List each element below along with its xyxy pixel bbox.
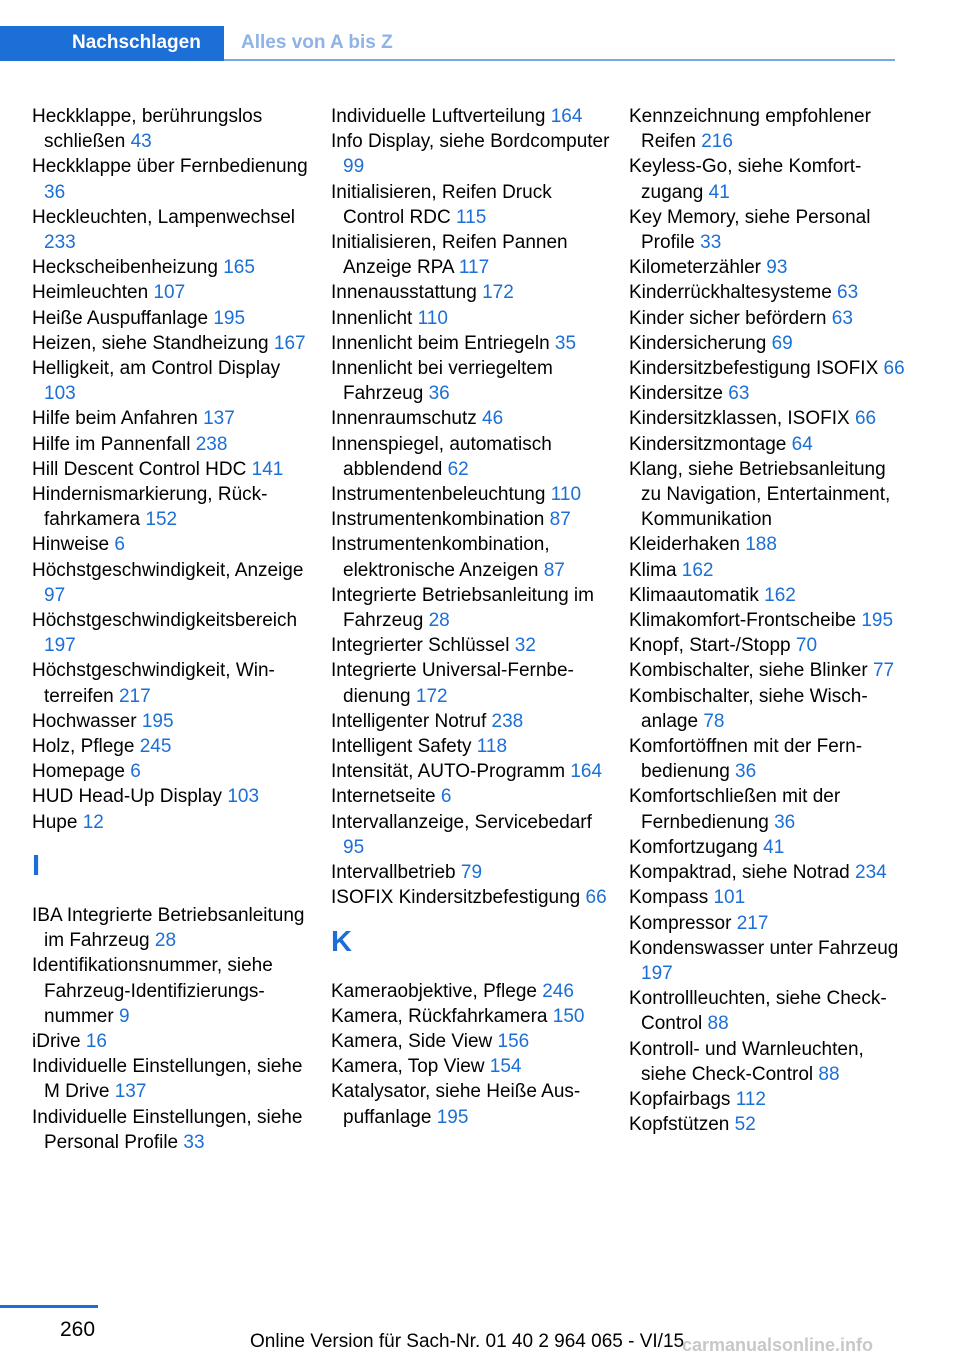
- index-entry-text: Hochwasser: [32, 710, 137, 732]
- index-entry-text: Info Display, siehe Bordcomputer: [331, 131, 610, 153]
- index-entry-text: Kombischalter, siehe Blinker: [629, 660, 868, 682]
- index-entry: [331, 331, 611, 356]
- index-entry-text: Hilfe beim Anfahren: [32, 408, 198, 430]
- index-entry-text: Hindernismarkierung, Rückfahrkamera: [32, 484, 268, 531]
- index-entry: [331, 583, 611, 633]
- index-entry: [32, 255, 312, 280]
- index-entry: [629, 1037, 909, 1087]
- page-link[interactable]: 216: [701, 131, 733, 153]
- index-entry-text: Intelligenter Notruf: [331, 710, 487, 732]
- index-entry: [32, 432, 312, 457]
- index-entry-text: Individuelle Einstellungen, siehe M Drive: [32, 1056, 303, 1103]
- index-entry: [32, 558, 312, 608]
- index-entry: [32, 457, 312, 482]
- page-link[interactable]: 6: [440, 786, 452, 808]
- page-link[interactable]: 66: [585, 887, 607, 909]
- page-link[interactable]: 64: [791, 433, 813, 455]
- index-entry: [32, 903, 312, 953]
- tab-alles-von-a-bis-z[interactable]: Alles von A bis Z: [241, 32, 393, 53]
- index-entry-text: Klang, siehe Betriebsanleitung zu Navigation, Entertainment, Kommunikation: [629, 458, 891, 531]
- page-link[interactable]: 88: [707, 1013, 729, 1035]
- index-entry: [629, 583, 909, 608]
- page-link[interactable]: 52: [734, 1114, 756, 1136]
- page-link[interactable]: 117: [458, 257, 490, 279]
- index-entry-text: Hupe: [32, 811, 78, 833]
- index-entry: [629, 532, 909, 557]
- index-entry-text: Höchstgeschwindigkeit, Anzeige: [32, 559, 304, 581]
- index-entry: [331, 230, 611, 280]
- index-entry: [629, 381, 909, 406]
- index-entry: [32, 482, 312, 532]
- page-link[interactable]: 88: [818, 1063, 840, 1085]
- index-entry-text: Kopfstützen: [629, 1114, 730, 1136]
- page-link[interactable]: 233: [44, 232, 76, 254]
- index-entry-text: Kontrollleuchten, siehe Check-Control: [629, 988, 887, 1035]
- page-link[interactable]: 35: [554, 332, 577, 354]
- page-link[interactable]: 162: [764, 584, 796, 606]
- index-entry-text: Heiße Auspuffanlage: [32, 307, 209, 329]
- index-entry-text: Komfortzugang: [629, 836, 758, 858]
- index-entry-text: Innenspiegel, automatisch abblendend: [331, 433, 552, 480]
- index-column-1: [32, 104, 312, 1155]
- page-link[interactable]: 107: [153, 282, 186, 304]
- page-link[interactable]: 78: [703, 710, 725, 732]
- page-link[interactable]: 79: [460, 862, 483, 884]
- page-link[interactable]: 172: [415, 685, 448, 707]
- page-link[interactable]: 63: [728, 383, 750, 405]
- index-entry: [331, 885, 611, 910]
- page-link[interactable]: 66: [883, 358, 905, 380]
- index-entry-text: Kilometerzähler: [629, 257, 761, 279]
- index-entry-text: Kameraobjektive, Pflege: [331, 980, 537, 1002]
- index-entry: [629, 558, 909, 583]
- index-entry-text: Kontroll- und Warnleuchten, siehe Check-Control: [629, 1038, 864, 1085]
- index-entry-text: Instrumentenkombination: [331, 509, 545, 531]
- index-entry: [629, 356, 909, 381]
- page-link[interactable]: 36: [428, 383, 450, 405]
- tab-nachschlagen-label: Nachschlagen: [72, 32, 201, 53]
- index-entry-text: Instrumentenkombination, elektronische Anzeigen: [331, 534, 550, 581]
- page-link[interactable]: 69: [771, 332, 793, 354]
- index-entry: [629, 835, 909, 860]
- page-link[interactable]: 99: [343, 156, 365, 178]
- index-entry-text: Kennzeichnung empfohlener Reifen: [629, 106, 871, 153]
- index-entry-text: Klima: [629, 559, 677, 581]
- index-entry-text: Kamera, Side View: [331, 1030, 493, 1052]
- page-link[interactable]: 238: [195, 433, 228, 455]
- index-entry-text: Heckleuchten, Lampenwechsel: [32, 206, 295, 228]
- page-link[interactable]: 32: [514, 635, 536, 657]
- page-link[interactable]: 172: [482, 282, 514, 304]
- index-entry-text: Kinder sicher befördern: [629, 307, 827, 329]
- index-entry-text: Katalysator, siehe Heiße Auspuffanlage: [331, 1081, 581, 1128]
- index-entry-text: Komfortöffnen mit der Fernbedienung: [629, 736, 863, 783]
- index-entry: [331, 759, 611, 784]
- page-link[interactable]: 97: [44, 584, 66, 606]
- page-link[interactable]: 195: [436, 1106, 469, 1128]
- page-link[interactable]: 16: [85, 1030, 107, 1052]
- index-entry-text: Individuelle Luftverteilung: [331, 106, 546, 127]
- index-entry-text: Innenlicht: [331, 307, 413, 329]
- page-link[interactable]: 95: [343, 836, 365, 858]
- index-entry-text: Höchstgeschwindigkeit, Winterreifen: [32, 660, 275, 707]
- index-entry-text: Kamera, Top View: [331, 1056, 485, 1078]
- index-entry-text: Kopfairbags: [629, 1088, 731, 1110]
- index-entry: [629, 1112, 909, 1137]
- index-entry-text: Innenlicht bei verriegeltem Fahrzeug: [331, 358, 553, 405]
- page-link[interactable]: 93: [766, 257, 788, 279]
- page-link[interactable]: 118: [476, 736, 508, 758]
- index-entry: [331, 1054, 611, 1079]
- page-link[interactable]: 110: [550, 484, 582, 506]
- index-entry-text: Hilfe im Pannenfall: [32, 433, 191, 455]
- page-link[interactable]: 164: [550, 106, 583, 127]
- page-link[interactable]: 162: [681, 559, 714, 581]
- page-link[interactable]: 154: [489, 1056, 522, 1078]
- page-link[interactable]: 41: [763, 836, 785, 858]
- index-entry: [32, 406, 312, 431]
- index-column-3: [629, 104, 909, 1137]
- section-letter: I: [32, 849, 41, 882]
- index-entry: [331, 507, 611, 532]
- index-entry-text: Hinweise: [32, 534, 110, 556]
- index-entry-text: Intervallbetrieb: [331, 862, 456, 884]
- page-link[interactable]: 195: [213, 307, 246, 329]
- index-entry-text: Kinderrückhaltesysteme: [629, 282, 832, 304]
- index-entry: [629, 608, 909, 633]
- index-entry: [331, 306, 611, 331]
- page-link[interactable]: 197: [641, 962, 673, 984]
- index-column-2: [331, 104, 611, 1130]
- index-entry: [32, 709, 312, 734]
- page-link[interactable]: 152: [145, 509, 178, 531]
- index-entry: [331, 979, 611, 1004]
- index-entry-text: Komfortschließen mit der Fernbedienung: [629, 786, 841, 833]
- index-entry: [331, 280, 611, 305]
- index-entry: [331, 356, 611, 406]
- index-entry: [331, 129, 611, 179]
- index-entry: [629, 911, 909, 936]
- page-link[interactable]: 46: [482, 408, 504, 430]
- index-entry: [629, 406, 909, 431]
- index-entry-text: Kindersitzmontage: [629, 433, 787, 455]
- index-entry-text: Intervallanzeige, Servicebedarf: [331, 811, 592, 833]
- page-link[interactable]: 62: [447, 458, 469, 480]
- index-entry: [32, 953, 312, 1029]
- page-link[interactable]: 6: [130, 761, 141, 783]
- index-entry: [629, 154, 909, 204]
- page-link[interactable]: 137: [114, 1081, 147, 1103]
- index-entry-text: Klimaautomatik: [629, 584, 759, 606]
- index-entry-text: Heckklappe über Fernbedienung: [32, 156, 308, 178]
- header-divider: [224, 59, 895, 61]
- index-entry-text: Klimakomfort-Frontscheibe: [629, 610, 857, 632]
- section-letter: K: [331, 925, 352, 958]
- index-entry-text: Innenlicht beim Entriegeln: [331, 332, 550, 354]
- index-entry-text: Integrierte Universal-Fernbedienung: [331, 660, 574, 707]
- index-entry-text: Kleiderhaken: [629, 534, 740, 556]
- page-link[interactable]: 110: [417, 307, 448, 329]
- index-entry: [629, 684, 909, 734]
- index-entry-text: Kindersitzklassen, ISOFIX: [629, 408, 850, 430]
- index-entry: [629, 1087, 909, 1112]
- index-entry: [32, 784, 312, 809]
- page-link[interactable]: 150: [552, 1005, 585, 1027]
- page-link[interactable]: 66: [854, 408, 877, 430]
- page-link[interactable]: 41: [708, 181, 730, 203]
- index-entry: [32, 154, 312, 204]
- index-entry-text: Initialisieren, Reifen Pannen Anzeige RPA: [331, 232, 568, 279]
- index-entry: [32, 608, 312, 658]
- page-link[interactable]: 112: [735, 1088, 766, 1110]
- page-link[interactable]: 217: [118, 685, 151, 707]
- index-entry-text: Hill Descent Control HDC: [32, 458, 247, 480]
- page-link[interactable]: 245: [139, 736, 172, 758]
- index-entry-text: Kindersicherung: [629, 332, 767, 354]
- index-entry-text: Kindersitzbefestigung ISOFIX: [629, 358, 879, 380]
- page-link[interactable]: 63: [837, 282, 859, 304]
- index-entry: [32, 759, 312, 784]
- index-entry: [331, 104, 611, 129]
- index-entry-text: Knopf, Start-/Stopp: [629, 635, 791, 657]
- index-entry-text: Key Memory, siehe Personal Profile: [629, 206, 871, 254]
- index-entry-text: Heizen, siehe Standheizung: [32, 332, 269, 354]
- index-entry: [32, 356, 312, 406]
- index-entry-text: iDrive: [32, 1030, 81, 1052]
- page-link[interactable]: 36: [774, 811, 796, 833]
- index-entry-text: Homepage: [32, 761, 125, 783]
- page-link[interactable]: 70: [795, 635, 818, 657]
- index-entry: [331, 406, 611, 431]
- index-entry: [32, 1054, 312, 1104]
- index-entry-text: Kompass: [629, 887, 709, 909]
- page-link[interactable]: 234: [855, 862, 887, 884]
- page-link[interactable]: 28: [428, 610, 450, 632]
- index-entry: [629, 104, 909, 154]
- index-entry: [331, 180, 611, 230]
- index-entry: [331, 810, 611, 860]
- index-entry-text: IBA Integrierte Betriebsanleitung im Fahrzeug: [32, 904, 305, 952]
- index-entry-text: Intelligent Safety: [331, 736, 472, 758]
- index-entry-text: Helligkeit, am Control Display: [32, 358, 281, 380]
- page-link[interactable]: 195: [861, 610, 894, 632]
- index-entry: [629, 658, 909, 683]
- index-entry: [32, 532, 312, 557]
- page-link[interactable]: 33: [700, 232, 722, 254]
- index-entry: [331, 1079, 611, 1129]
- index-entry-text: HUD Head-Up Display: [32, 786, 223, 808]
- page-link[interactable]: 28: [154, 930, 177, 952]
- index-entry: [629, 331, 909, 356]
- footer-version-text: Online Version für Sach-Nr. 01 40 2 964 065 - VI/15: [250, 1331, 685, 1352]
- page-link[interactable]: 101: [713, 887, 746, 909]
- page-link[interactable]: 43: [130, 131, 152, 153]
- index-entry: [629, 205, 909, 255]
- index-entry: [629, 633, 909, 658]
- index-entry-text: Innenraumschutz: [331, 408, 477, 430]
- page-link[interactable]: 77: [872, 660, 895, 682]
- index-entry: [32, 331, 312, 356]
- index-entry: [331, 532, 611, 582]
- page-link[interactable]: 63: [831, 307, 853, 329]
- index-entry: [629, 255, 909, 280]
- page-link[interactable]: 36: [735, 761, 757, 783]
- index-entry: [629, 936, 909, 986]
- index-entry: [32, 306, 312, 331]
- page-link[interactable]: 12: [82, 811, 104, 833]
- index-entry-text: Heckscheibenheizung: [32, 257, 218, 279]
- index-entry: [629, 457, 909, 533]
- page-link[interactable]: 6: [114, 534, 125, 556]
- page-link[interactable]: 103: [227, 786, 260, 808]
- index-entry-text: Keyless-Go, siehe Komfortzugang: [629, 156, 862, 203]
- index-entry: [32, 658, 312, 708]
- index-entry-text: Individuelle Einstellungen, siehe Personal Profile: [32, 1106, 303, 1153]
- index-entry: [32, 810, 312, 835]
- index-entry-text: Heckklappe, berührungslos schließen: [32, 106, 263, 153]
- page-link[interactable]: 246: [542, 980, 574, 1002]
- index-entry: [629, 280, 909, 305]
- index-entry: [32, 280, 312, 305]
- index-entry: [331, 784, 611, 809]
- index-entry: [629, 885, 909, 910]
- page-link[interactable]: 103: [44, 383, 76, 405]
- page-link[interactable]: 197: [44, 635, 76, 657]
- index-entry-text: Innenausstattung: [331, 282, 477, 304]
- page-link[interactable]: 33: [183, 1131, 205, 1153]
- page-link[interactable]: 137: [203, 408, 235, 430]
- index-entry-text: ISOFIX Kindersitzbefestigung: [331, 887, 581, 909]
- page-link[interactable]: 115: [455, 206, 487, 228]
- index-entry: [331, 734, 611, 759]
- index-entry-text: Kamera, Rückfahrkamera: [331, 1005, 548, 1027]
- index-entry-text: Identifikationsnummer, siehe Fahrzeug-Identifizierungsnummer: [32, 955, 273, 1027]
- index-entry-text: Kindersitze: [629, 383, 723, 405]
- index-entry-text: Integrierter Schlüssel: [331, 635, 510, 657]
- index-entry: [629, 784, 909, 834]
- index-entry: [32, 205, 312, 255]
- page-link[interactable]: 165: [223, 257, 255, 279]
- index-entry-text: Kompressor: [629, 912, 732, 934]
- index-entry: [629, 432, 909, 457]
- page-link[interactable]: 217: [736, 912, 769, 934]
- index-entry: [32, 1105, 312, 1155]
- index-entry-text: Internetseite: [331, 786, 436, 808]
- index-entry: [629, 306, 909, 331]
- index-entry: [331, 482, 611, 507]
- page-link[interactable]: 141: [251, 458, 284, 480]
- page-link[interactable]: 87: [549, 509, 571, 531]
- index-entry-text: Höchstgeschwindigkeitsbereich: [32, 610, 298, 632]
- index-entry-text: Holz, Pflege: [32, 736, 135, 758]
- page-link[interactable]: 87: [543, 559, 565, 581]
- watermark: carmanualsonline.info: [682, 1335, 874, 1355]
- index-entry: [331, 860, 611, 885]
- index-entry: [331, 658, 611, 708]
- index-entry: [331, 709, 611, 734]
- tab-nachschlagen[interactable]: [0, 26, 224, 61]
- page-link[interactable]: 36: [44, 181, 66, 203]
- index-entry-text: Initialisieren, Reifen Druck Control RDC: [331, 181, 552, 228]
- index-entry-text: Kompaktrad, siehe Notrad: [629, 862, 850, 884]
- index-entry-text: Kombischalter, siehe Wischanlage: [629, 685, 868, 732]
- index-entry: [629, 860, 909, 885]
- header-tabbar: [0, 26, 895, 61]
- page-number: 260: [60, 1318, 96, 1341]
- index-entry: [32, 104, 312, 154]
- page-link[interactable]: 195: [141, 710, 174, 732]
- footer-divider: [0, 1305, 98, 1308]
- index-entry: [629, 734, 909, 784]
- index-entry: [331, 432, 611, 482]
- page-link[interactable]: 164: [570, 761, 603, 783]
- page-link[interactable]: 188: [745, 534, 777, 556]
- index-entry: [629, 986, 909, 1036]
- index-entry: [32, 734, 312, 759]
- page-link[interactable]: 167: [273, 332, 306, 354]
- index-entry-text: Intensität, AUTO-Programm: [331, 761, 566, 783]
- index-entry: [331, 1004, 611, 1029]
- index-entry-text: Integrierte Betriebsanleitung im Fahrzeug: [331, 584, 594, 632]
- index-entry: [32, 1029, 312, 1054]
- index-entry-text: Heimleuchten: [32, 282, 149, 304]
- index-entry: [331, 1029, 611, 1054]
- index-entry-text: Instrumentenbeleuchtung: [331, 484, 546, 506]
- page-link[interactable]: 238: [491, 710, 524, 732]
- page-link[interactable]: 9: [118, 1005, 130, 1027]
- index-entry: [331, 633, 611, 658]
- index-entry-text: Kondenswasser unter Fahrzeug: [629, 937, 899, 959]
- page-link[interactable]: 156: [497, 1030, 530, 1052]
